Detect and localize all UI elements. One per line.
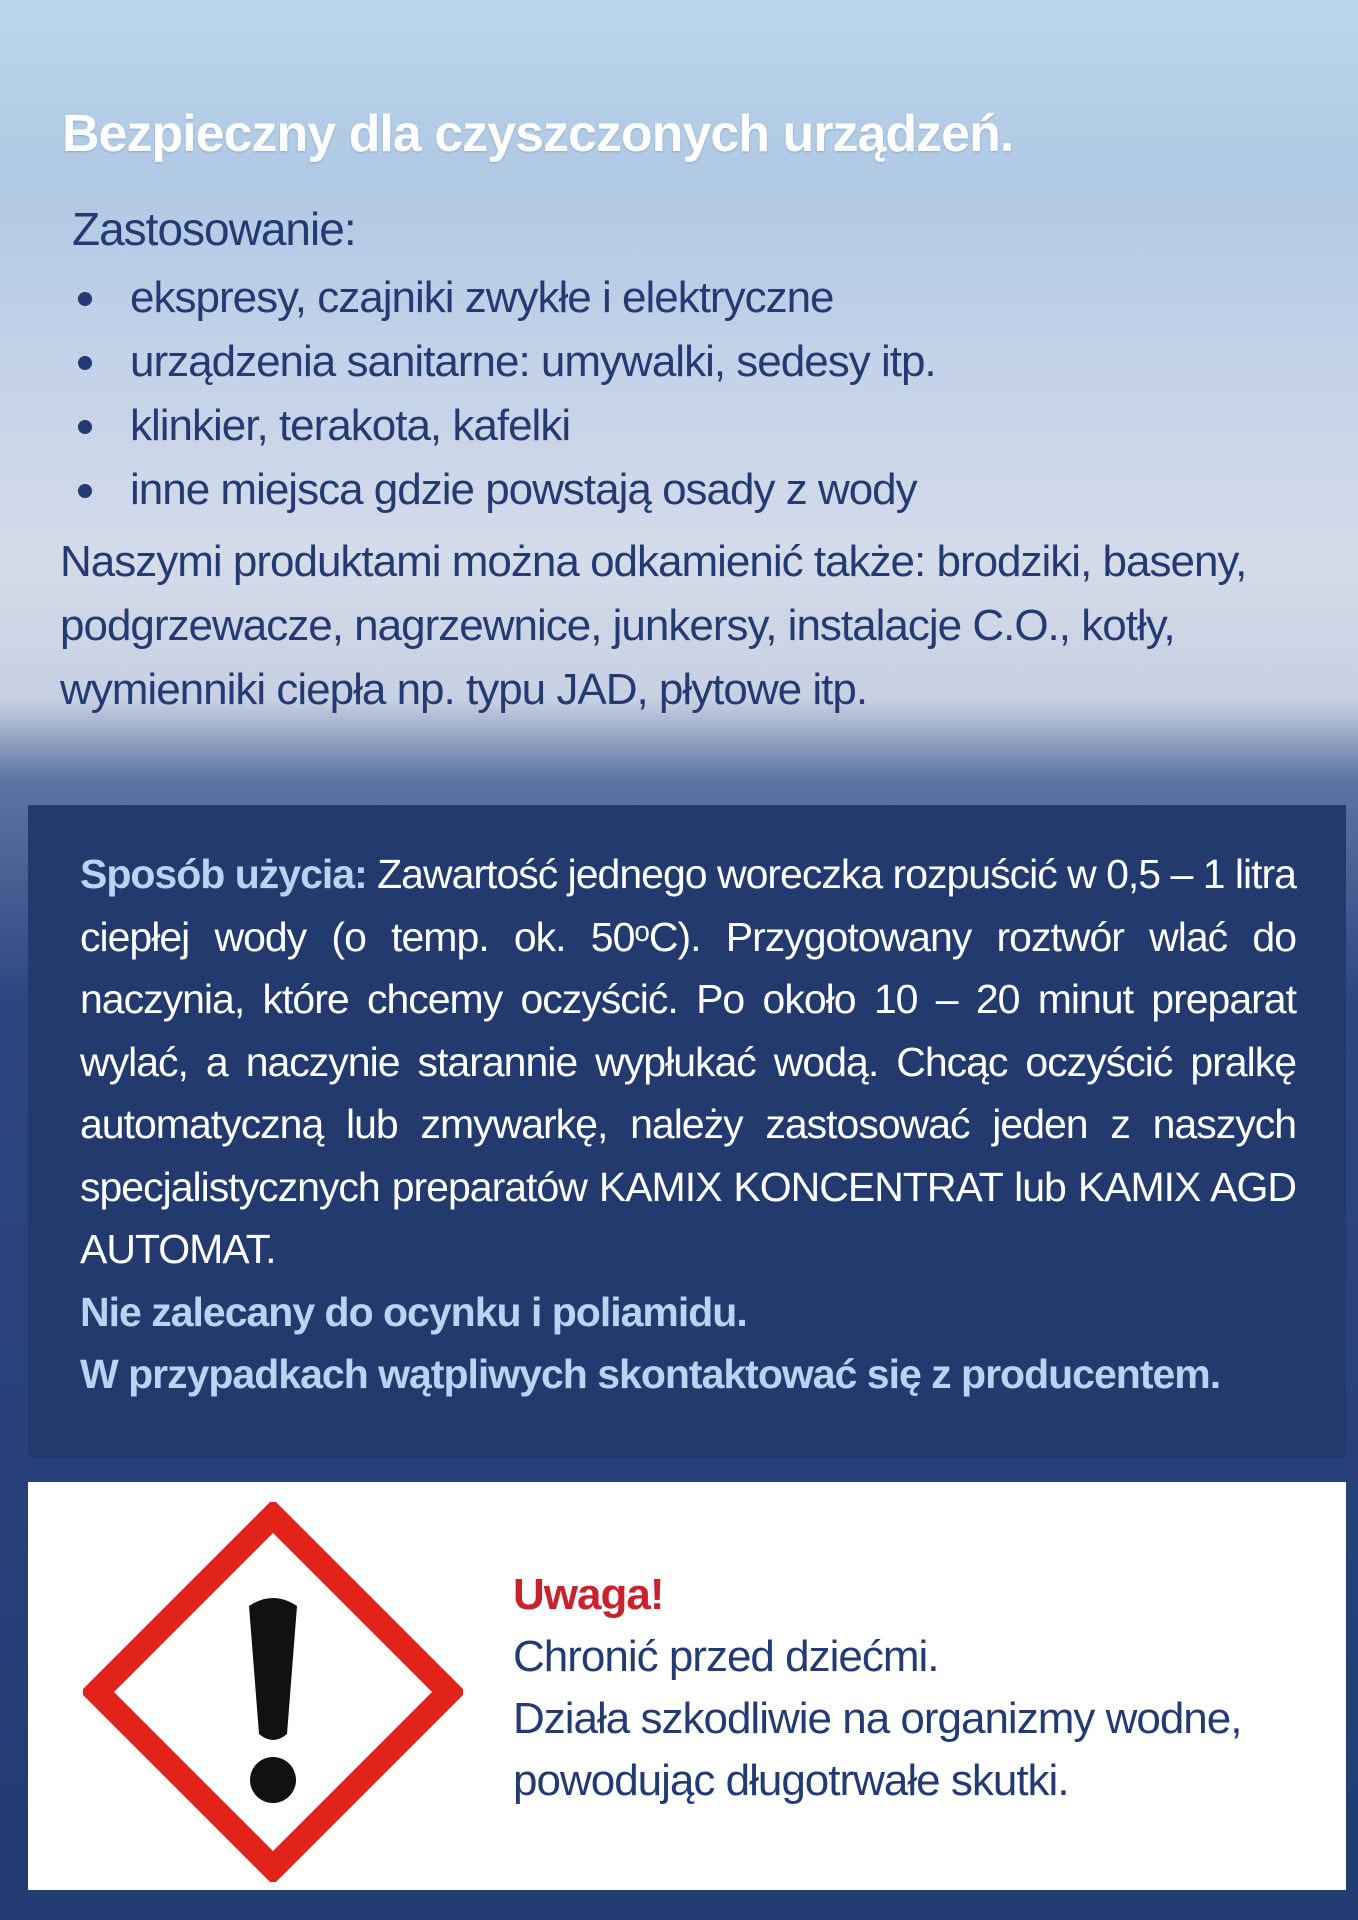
warning-line: powodując długotrwałe skutki. [513, 1756, 1069, 1805]
bullet-icon [78, 356, 92, 370]
usage-item [72, 458, 936, 522]
usage-item-text: inne miejsca gdzie powstają osady z wody [130, 465, 917, 514]
instructions-body: Zawartość jednego woreczka rozpuścić w 0,5 – 1 litra ciepłej wody (o temp. ok. 50ᵒC). Przygotowany roztwór wlać do naczynia, które chcemy oczyścić. Po około 10 – 20 minut preparat wylać, a naczynie starannie wypłukać wodą. Chcąc oczyścić pralkę automatyczną lub zmywarkę, należy zastosować jeden z naszych specjalistycznych preparatów KAMIX KONCENTRAT lub KAMIX AGD AUTOMAT. [80, 851, 1296, 1272]
usage-list [72, 266, 936, 522]
usage-title: Zastosowanie: [72, 203, 356, 255]
warning-line: Chronić przed dziećmi. [513, 1632, 939, 1681]
hazard-pictogram [83, 1502, 463, 1882]
bullet-icon [78, 420, 92, 434]
product-info-section [0, 0, 1358, 800]
additional-uses-text: Naszymi produktami można odkamienić także: brodziki, baseny, podgrzewacze, nagrzewnice, junkersy, instalacje C.O., kotły, wymienniki ciepła np. typu JAD, płytowe itp. [60, 537, 1247, 714]
usage-item [72, 394, 936, 458]
bullet-icon [78, 292, 92, 306]
warning-panel [28, 1482, 1346, 1890]
instructions-panel [28, 805, 1346, 1457]
usage-item [72, 330, 936, 394]
usage-item [72, 266, 936, 330]
usage-item-text: klinkier, terakota, kafelki [130, 401, 571, 450]
exclamation-hazard-icon [83, 1502, 463, 1882]
usage-item-text: ekspresy, czajniki zwykłe i elektryczne [130, 273, 834, 322]
safety-headline: Bezpieczny dla czyszczonych urządzeń. [62, 105, 1014, 163]
usage-item-text: urządzenia sanitarne: umywalki, sedesy itp. [130, 337, 936, 386]
warning-title: Uwaga! [513, 1570, 664, 1619]
instructions-label: Sposób użycia: [80, 851, 367, 897]
material-note: Nie zalecany do ocynku i poliamidu. [80, 1288, 747, 1335]
instructions-text [80, 843, 1296, 1281]
bullet-icon [78, 484, 92, 498]
contact-note: W przypadkach wątpliwych skontaktować się z producentem. [80, 1351, 1221, 1397]
warning-line: Działa szkodliwie na organizmy wodne, [513, 1694, 1242, 1743]
